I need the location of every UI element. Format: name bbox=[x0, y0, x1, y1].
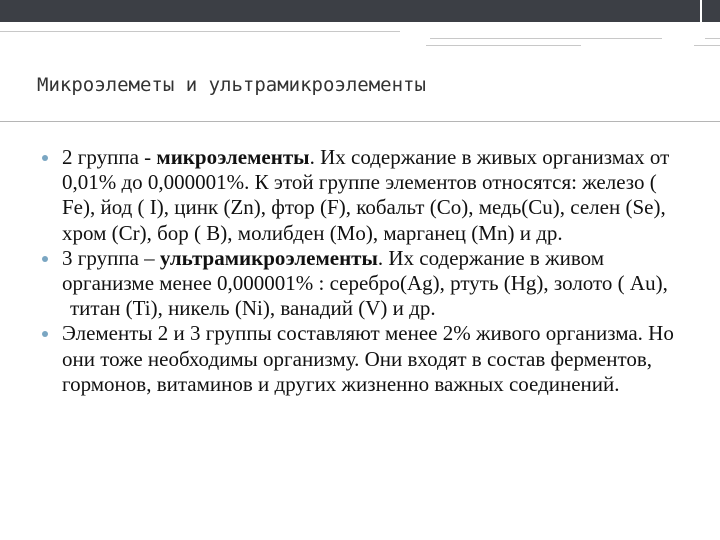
bullet-text: Элементы 2 и 3 группы составляют менее 2% живого организма. Но они тоже необходимы организму. Они входят в состав ферментов, гормонов, витаминов и других жизненно важных соединений. bbox=[62, 321, 674, 396]
slide-title: Микроэлеметы и ультрамикроэлементы bbox=[37, 74, 426, 96]
bullet-item bbox=[42, 246, 682, 322]
title-divider bbox=[0, 121, 720, 122]
bullet-term: ультрамикроэлементы bbox=[159, 245, 378, 270]
bullet-text: . Их содержание в живом организме менее 0,000001% : серебро(Ag), ртуть (Hg), золото ( Au), bbox=[62, 245, 668, 296]
header-bar-end bbox=[702, 0, 720, 22]
bullet-text: . Их содержание в живых организмах от 0,01% до 0,000001%. К этой группе элементов относятся: железо ( Fe), йод ( I), цинк (Zn), фтор (F), кобальт (Co), медь(Cu), селен (Se), хром (Cr), бор ( B), молибден (Mo), марганец (Mn) и др. bbox=[62, 145, 670, 245]
header-bar bbox=[0, 0, 700, 22]
accent-line bbox=[426, 45, 581, 46]
accent-line bbox=[694, 45, 720, 46]
bullet-prefix: 2 группа - bbox=[62, 145, 157, 169]
bullet-prefix: 3 группа – bbox=[62, 245, 160, 270]
slide-body bbox=[42, 145, 682, 397]
bullet-term: микроэлементы bbox=[156, 145, 310, 169]
bullet-icon bbox=[42, 256, 48, 262]
bullet-icon bbox=[42, 331, 48, 337]
accent-line bbox=[430, 38, 662, 39]
accent-line bbox=[705, 38, 720, 39]
bullet-item bbox=[42, 321, 682, 397]
bullet-icon bbox=[42, 155, 48, 161]
bullet-item bbox=[42, 145, 682, 246]
bullet-continuation: титан (Ti), никель (Ni), ванадий (V) и др. bbox=[70, 296, 436, 321]
accent-line bbox=[0, 31, 400, 32]
